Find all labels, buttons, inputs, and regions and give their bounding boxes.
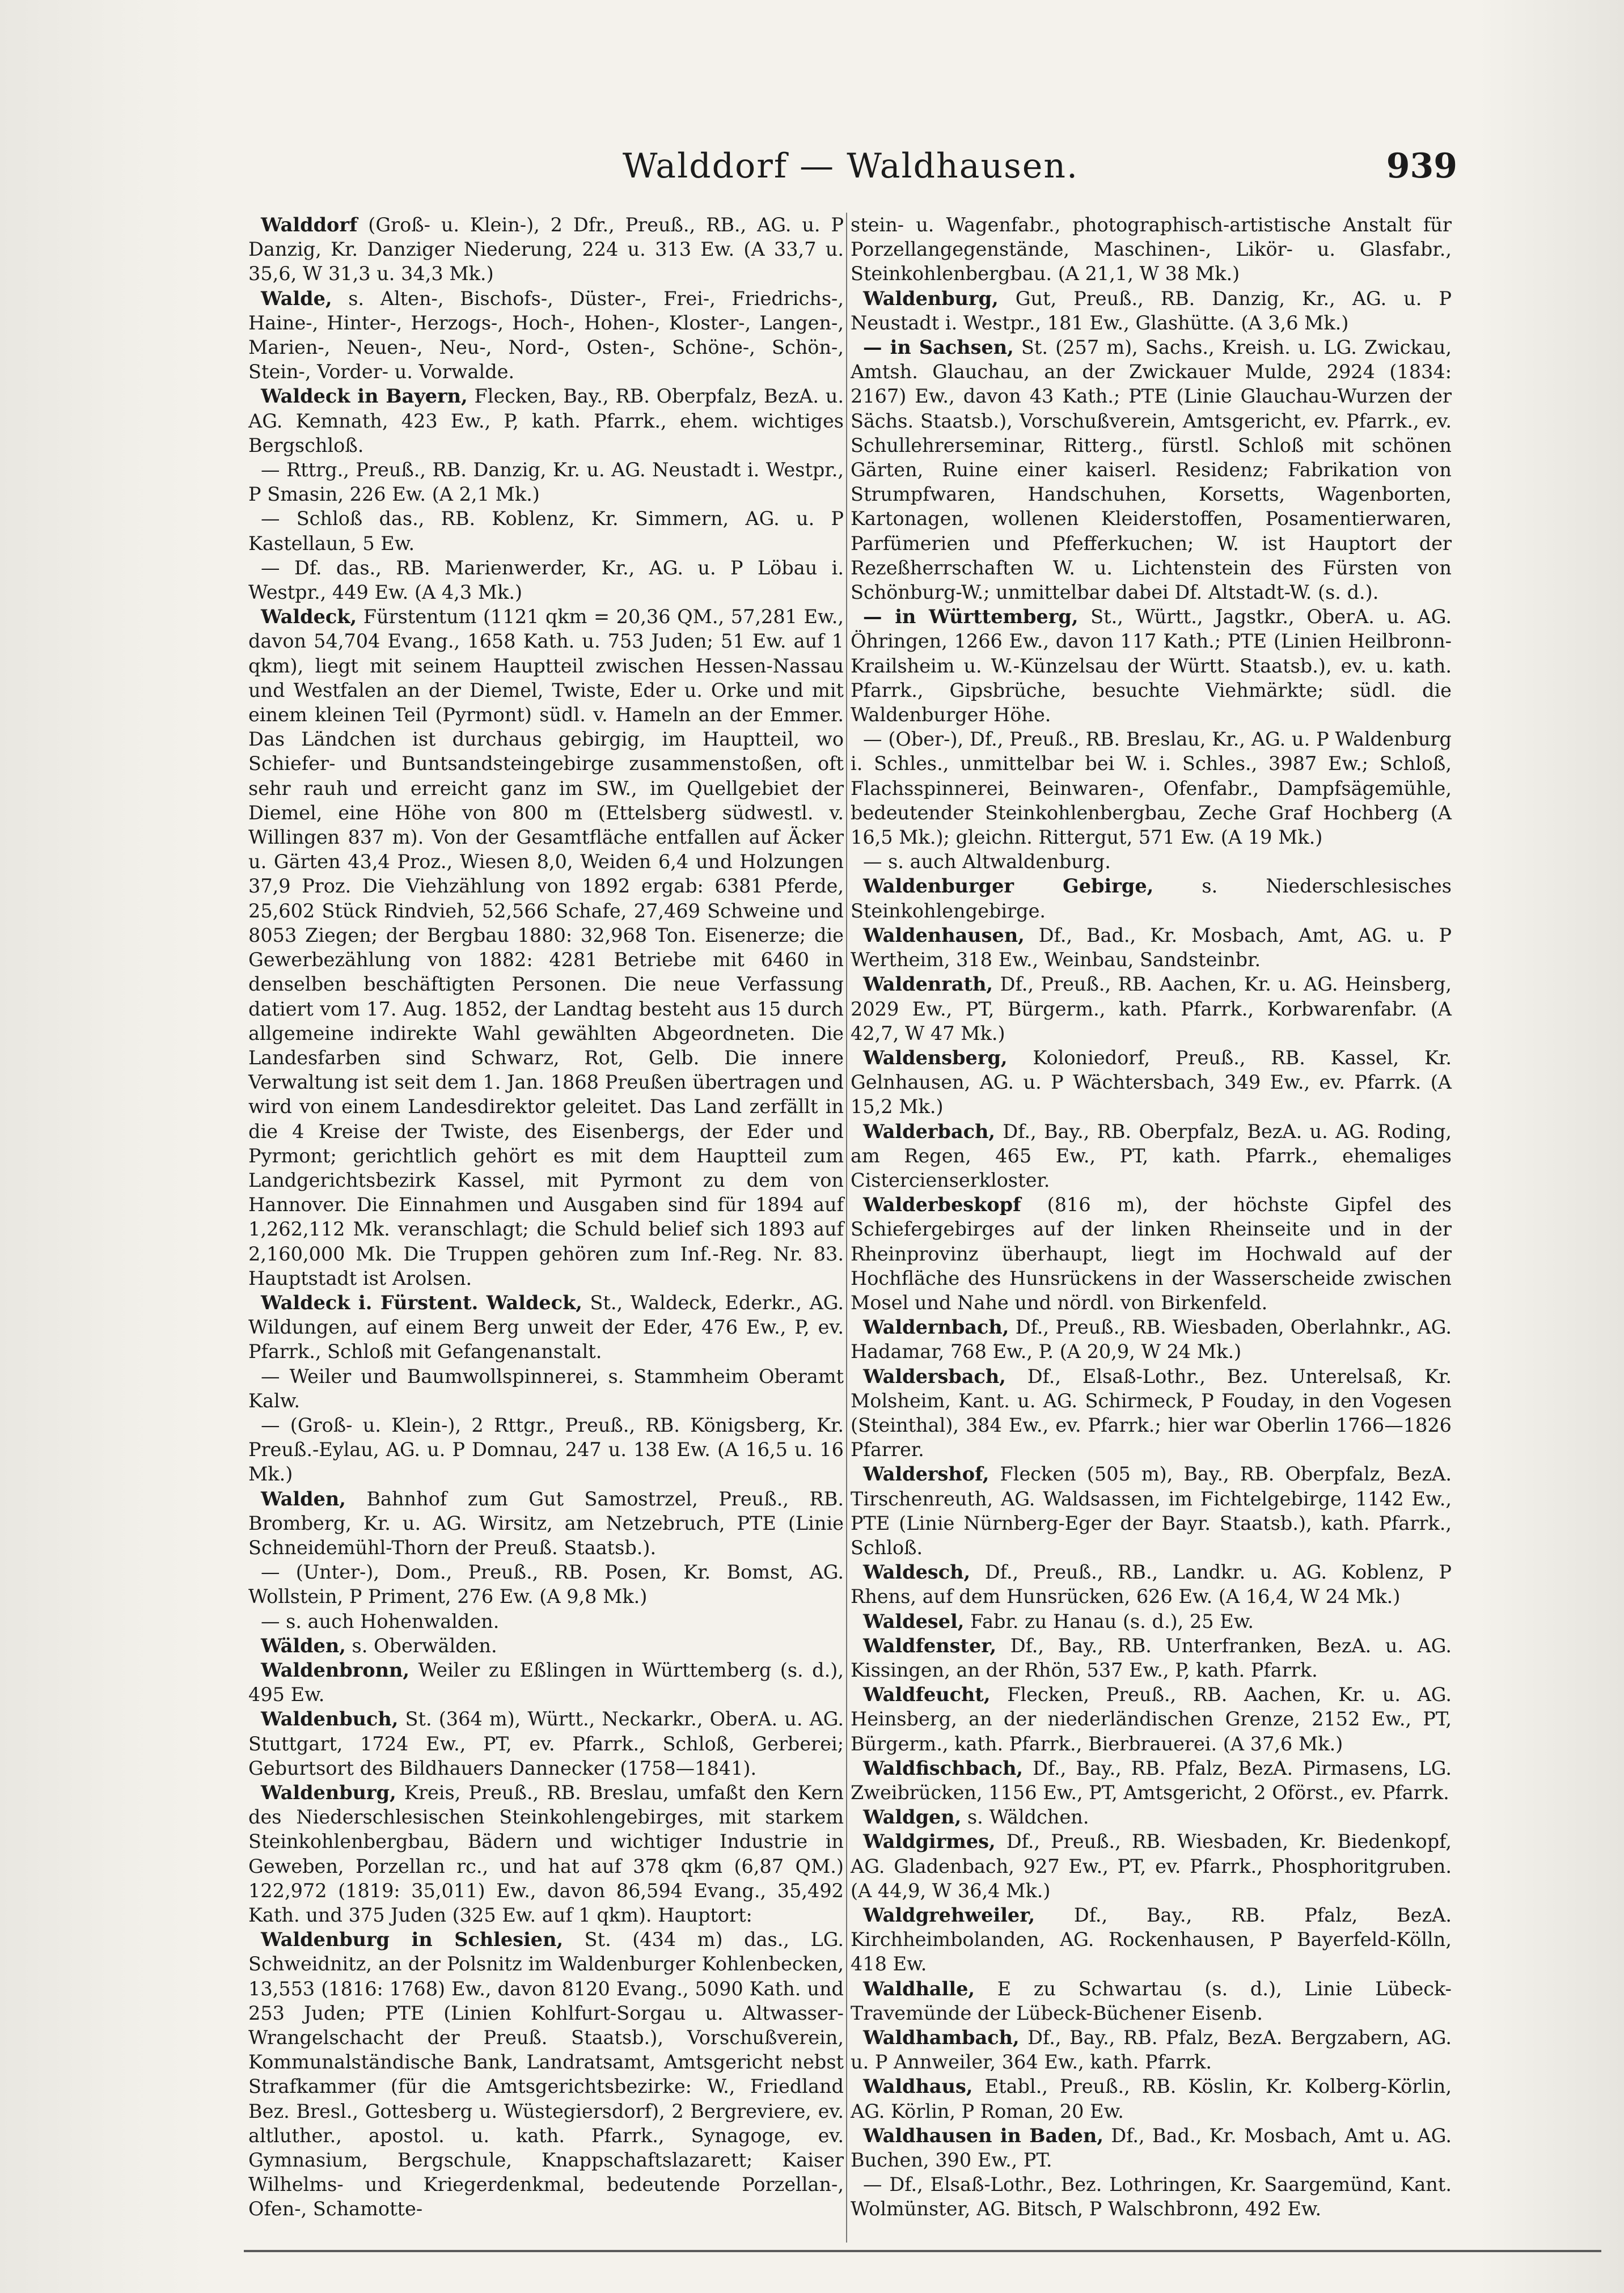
entry-text: Df., Elsaß-Lothr., Bez. Unterelsaß, Kr. Molsheim, Kant. u. AG. Schirmeck, P Fouday, in den Vogesen (Steinthal), 384 Ew., ev. Pfarrk.; hier war Oberlin 1766—1826 Pfarrer. <box>851 1365 1452 1461</box>
entry-text: Df., Preuß., RB. Wiesbaden, Kr. Biedenkopf, AG. Gladenbach, 927 Ew., PT, ev. Pfarrk., Phosphoritgruben. (A 44,9, W 36,4 Mk.) <box>851 1830 1452 1902</box>
dictionary-entry <box>851 1977 1452 2025</box>
entry-text: Flecken (505 m), Bay., RB. Oberpfalz, BezA. Tirschenreuth, AG. Waldsassen, im Fichtelgebirge, 1142 Ew., PTE (Linie Nürnberg-Eger der Bayr. Staatsb.), kath. Pfarrk., Schloß. <box>851 1463 1452 1559</box>
entry-text: Fabr. zu Hanau (s. d.), 25 Ew. <box>964 1610 1254 1632</box>
dictionary-entry <box>851 2172 1452 2221</box>
entry-text: — s. auch Altwaldenburg. <box>863 851 1111 873</box>
dictionary-entry <box>851 849 1452 874</box>
entry-headword: Waldhausen in Baden, <box>863 2124 1104 2147</box>
dictionary-entry <box>248 556 844 604</box>
entry-text: — Schloß das., RB. Koblenz, Kr. Simmern, AG. u. P Kastellaun, 5 Ew. <box>248 507 844 555</box>
dictionary-entry <box>851 1192 1452 1315</box>
entry-text: St. (434 m) das., LG. Schweidnitz, an der Polsnitz im Waldenburger Kohlenbecken, 13,553 (1816: 1768) Ew., davon 8120 Evang., 5090 Kath. und 253 Juden; PTE (Linien Kohlfurt-Sorgau u. Altwasser-Wrangelschacht der Preuß. Staatsb.), Vorschußverein, Kommunalständische Bank, Landratsamt, Amtsgericht nebst Strafkammer (für die Amtsgerichtsbezirke: W., Friedland Bez. Bresl., Gottesberg u. Wüstegiersdorf), 2 Bergreviere, ev. altluther., apostol. u. kath. Pfarrk., Synagoge, ev. Gymnasium, Bergschule, Knappschaftslazarett; Kaiser Wilhelms- und Kriegerdenkmal, bedeutende Porzellan-, Ofen-, Schamotte- <box>248 1928 844 2220</box>
dictionary-entry <box>851 1609 1452 1634</box>
dictionary-entry <box>851 1119 1452 1193</box>
entry-headword: Waldenburger Gebirge, <box>863 875 1154 898</box>
dictionary-entry <box>851 874 1452 923</box>
entry-headword: Waldenhausen, <box>863 924 1025 946</box>
entry-headword: Waldgen, <box>863 1806 962 1829</box>
entry-headword: Waldeck, <box>261 606 357 628</box>
entry-text: Df., Preuß., RB. Wiesbaden, Oberlahnkr., AG. Hadamar, 768 Ew., P. (A 20,9, W 24 Mk.) <box>851 1316 1452 1363</box>
entry-headword: Walddorf <box>261 214 358 236</box>
dictionary-entry <box>851 604 1452 727</box>
dictionary-entry <box>851 1634 1452 1682</box>
entry-text: St., Württ., Jagstkr., OberA. u. AG. Öhringen, 1266 Ew., davon 117 Kath.; PTE (Linien Heilbronn-Krailsheim u. W.-Künzelsau der Württ. Staatsb.), ev. u. kath. Pfarrk., Gipsbrüche, besuchte Viehmärkte; südl. die Waldenburger Höhe. <box>851 606 1452 726</box>
right-column <box>851 213 1452 2222</box>
scan-edge-right <box>1477 0 1624 2293</box>
entry-text: Kreis, Preuß., RB. Breslau, umfaßt den Kern des Niederschlesischen Steinkohlengebirges, mit starkem Steinkohlenbergbau, Bädern und wichtiger Industrie in Geweben, Porzellan rc., und hat auf 378 qkm (6,87 QM.) 122,972 (1819: 35,011) Ew., davon 86,594 Evang., 35,492 Kath. und 375 Juden (325 Ew. auf 1 qkm). Hauptort: <box>248 1782 844 1927</box>
entry-headword: Waldhaus, <box>863 2075 973 2098</box>
entry-text: Koloniedorf, Preuß., RB. Kassel, Kr. Gelnhausen, AG. u. P Wächtersbach, 349 Ew., ev. Pfarrk. (A 15,2 Mk.) <box>851 1046 1452 1118</box>
dictionary-entry <box>248 506 844 555</box>
dictionary-entry <box>851 1903 1452 1977</box>
entry-headword: Waldersbach, <box>863 1365 1006 1387</box>
entry-text: Fürstentum (1121 qkm = 20,36 QM., 57,281 Ew., davon 54,704 Evang., 1658 Kath. u. 753 Juden; 51 Ew. auf 1 qkm), liegt mit seinem Hauptteil zwischen Hessen-Nassau und Westfalen an der Diemel, Twiste, Eder u. Orke und mit einem kleinen Teil (Pyrmont) südl. v. Hameln an der Emmer. Das Ländchen ist durchaus gebirgig, im Hauptteil, wo Schiefer- und Buntsandsteingebirge zusammenstoßen, oft sehr rauh und erreicht ganz im SW., im Quellgebiet der Diemel, eine Höhe von 800 m (Ettelsberg südwestl. v. Willingen 837 m). Von der Gesamtfläche entfallen auf Äcker u. Gärten 43,4 Proz., Wiesen 8,0, Weiden 6,4 und Holzungen 37,9 Proz. Die Viehzählung von 1892 ergab: 6381 Pferde, 25,602 Stück Rindvieh, 52,566 Schafe, 27,469 Schweine und 8053 Ziegen; der Bergbau 1880: 32,968 Ton. Eisenerze; die Gewerbezählung von 1882: 4281 Betriebe mit 6460 in denselben beschäftigten Personen. Die neue Verfassung datiert vom 17. Aug. 1852, der Landtag besteht aus 15 durch allgemeine indirekte Wahl gewählten Abgeordneten. Die Landesfarben sind Schwarz, Rot, Gelb. Die innere Verwaltung ist seit dem 1. Jan. 1868 Preußen übertragen und wird von einem Landesdirektor geleitet. Das Land zerfällt in die 4 Kreise der Twiste, des Eisenbergs, der Eder und Pyrmont; gerichtlich gehört es mit dem Hauptteil zum Landgerichtsbezirk Kassel, mit Pyrmont zu dem von Hannover. Die Einnahmen und Ausgaben sind für 1894 auf 1,262,112 Mk. veranschlagt; die Schuld belief sich 1893 auf 2,160,000 Mk. Die Truppen gehören zum Inf.-Reg. Nr. 83. Hauptstadt ist Arolsen. <box>248 606 844 1289</box>
entry-text: s. Niederschlesisches Steinkohlengebirge. <box>851 875 1452 922</box>
entry-text: Df., Bad., Kr. Mosbach, Amt, AG. u. P Wertheim, 318 Ew., Weinbau, Sandsteinbr. <box>851 924 1452 971</box>
entry-headword: Waldenburg, <box>261 1782 396 1804</box>
dictionary-entry <box>851 1756 1452 1805</box>
entry-text: Weiler zu Eßlingen in Württemberg (s. d.), 495 Ew. <box>248 1659 844 1706</box>
entry-text: s. Oberwälden. <box>345 1634 497 1657</box>
dictionary-entry <box>851 1829 1452 1903</box>
entry-text: — (Unter-), Dom., Preuß., RB. Posen, Kr. Bomst, AG. Wollstein, P Priment, 276 Ew. (A 9,8 Mk.) <box>248 1561 844 1608</box>
entry-headword: Waldeck in Bayern, <box>261 385 468 408</box>
dictionary-entry <box>851 1364 1452 1462</box>
entry-text: — (Groß- u. Klein-), 2 Rttgr., Preuß., RB. Königsberg, Kr. Preuß.-Eylau, AG. u. P Domnau, 247 u. 138 Ew. (A 16,5 u. 16 Mk.) <box>248 1414 844 1486</box>
dictionary-entry <box>248 458 844 506</box>
entry-headword: Waldesch, <box>863 1561 971 1584</box>
entry-headword: Waldenrath, <box>863 973 993 996</box>
entry-headword: Waldhambach, <box>863 2027 1020 2049</box>
page-header <box>244 146 1457 197</box>
entry-headword: — in Württemberg, <box>863 606 1079 628</box>
left-column <box>248 213 844 2222</box>
entry-text: s. Alten-, Bischofs-, Düster-, Frei-, Friedrichs-, Haine-, Hinter-, Herzogs-, Hoch-, Hohen-, Kloster-, Langen-, Marien-, Neuen-, Neu-, Nord-, Osten-, Schöne-, Schön-, Stein-, Vorder- u. Vorwalde. <box>248 287 844 383</box>
entry-text: E zu Schwartau (s. d.), Linie Lübeck-Travemünde der Lübeck-Büchener Eisenb. <box>851 1977 1452 2024</box>
entry-text: Df., Bad., Kr. Mosbach, Amt u. AG. Buchen, 390 Ew., PT. <box>851 2124 1452 2172</box>
entry-headword: Wälden, <box>261 1634 346 1657</box>
entry-text: stein- u. Wagenfabr., photographisch-artistische Anstalt für Porzellangegenstände, Maschinen-, Likör- u. Glasfabr., Steinkohlenbergbau. (A 21,1, W 38 Mk.) <box>851 214 1452 285</box>
entry-headword: Waldgirmes, <box>863 1830 996 1853</box>
dictionary-entry <box>248 286 844 384</box>
entry-text: Flecken, Preuß., RB. Aachen, Kr. u. AG. Heinsberg, an der niederländischen Grenze, 2152 Ew., PT, Bürgerm., kath. Pfarrk., Bierbrauerei. (A 37,6 Mk.) <box>851 1683 1452 1755</box>
entry-text: Df., Preuß., RB. Aachen, Kr. u. AG. Heinsberg, 2029 Ew., PT, Bürgerm., kath. Pfarrk., Korbwarenfabr. (A 42,7, W 47 Mk.) <box>851 973 1452 1044</box>
entry-headword: Walderbeskopf <box>863 1194 1021 1216</box>
entry-headword: Waldenbuch, <box>261 1708 399 1731</box>
entry-text: (Groß- u. Klein-), 2 Dfr., Preuß., RB., AG. u. P Danzig, Kr. Danziger Niederung, 224 u. 313 Ew. (A 33,7 u. 35,6, W 31,3 u. 34,3 Mk.) <box>248 214 844 285</box>
dictionary-entry <box>851 2074 1452 2123</box>
dictionary-entry <box>851 1560 1452 1609</box>
entry-headword: Waldershof, <box>863 1463 989 1486</box>
entry-text: Gut, Preuß., RB. Danzig, Kr., AG. u. P Neustadt i. Westpr., 181 Ew., Glashütte. (A 3,6 Mk.) <box>851 287 1452 334</box>
entry-text: St. (364 m), Württ., Neckarkr., OberA. u. AG. Stuttgart, 1724 Ew., PT, ev. Pfarrk., Schloß, Gerberei; Geburtsort des Bildhauers Dannecker (1758—1841). <box>248 1708 844 1779</box>
entry-text: St., Waldeck, Ederkr., AG. Wildungen, auf einem Berg unweit der Eder, 476 Ew., P, ev. Pfarrk., Schloß mit Gefangenanstalt. <box>248 1291 844 1363</box>
entry-text: Df., Bay., RB. Pfalz, BezA. Bergzabern, AG. u. P Annweiler, 364 Ew., kath. Pfarrk. <box>851 2027 1452 2074</box>
entry-headword: Waldesel, <box>863 1610 965 1632</box>
dictionary-entry <box>851 1682 1452 1756</box>
entry-headword: Waldenbronn, <box>261 1659 410 1681</box>
entry-text: Df., Bay., RB. Unterfranken, BezA. u. AG. Kissingen, an der Rhön, 537 Ew., P, kath. Pfarrk. <box>851 1634 1452 1681</box>
entry-headword: Waldernbach, <box>863 1316 1009 1339</box>
entry-headword: Walden, <box>261 1487 346 1510</box>
dictionary-entry <box>851 213 1452 286</box>
entry-text: — Df. das., RB. Marienwerder, Kr., AG. u. P Löbau i. Westpr., 449 Ew. (A 4,3 Mk.) <box>248 556 844 604</box>
dictionary-entry <box>248 1364 844 1413</box>
entry-headword: Waldenburg, <box>863 287 999 310</box>
dictionary-entry <box>248 604 844 1291</box>
dictionary-entry <box>248 1927 844 2221</box>
dictionary-entry <box>851 335 1452 604</box>
entry-headword: Waldeck i. Fürstent. Waldeck, <box>261 1291 582 1314</box>
entry-headword: Walderbach, <box>863 1120 996 1143</box>
dictionary-entry <box>248 1413 844 1487</box>
dictionary-entry <box>248 1658 844 1707</box>
entry-text: Bahnhof zum Gut Samostrzel, Preuß., RB. Bromberg, Kr. u. AG. Wirsitz, am Netzebruch, PTE (Linie Schneidemühl-Thorn der Preuß. Staatsb.). <box>248 1487 844 1559</box>
dictionary-entry <box>248 1609 844 1634</box>
dictionary-entry <box>248 1780 844 1927</box>
entry-headword: Walde, <box>261 287 332 310</box>
dictionary-entry <box>248 1634 844 1658</box>
dictionary-entry <box>248 1560 844 1609</box>
entry-headword: Waldensberg, <box>863 1046 1008 1069</box>
dictionary-entry <box>851 286 1452 335</box>
entry-text: Df., Bay., RB. Pfalz, BezA. Kirchheimbolanden, AG. Rockenhausen, P Bayerfeld-Kölln, 418 Ew. <box>851 1904 1452 1975</box>
entry-headword: Waldfischbach, <box>863 1757 1024 1779</box>
entry-headword: Waldenburg in Schlesien, <box>261 1928 564 1951</box>
bottom-rule <box>244 2250 1601 2252</box>
entry-text: — Rttrg., Preuß., RB. Danzig, Kr. u. AG. Neustadt i. Westpr., P Smasin, 226 Ew. (A 2,1 Mk.) <box>248 459 844 506</box>
entry-headword: — in Sachsen, <box>863 336 1014 359</box>
entry-text: Flecken, Bay., RB. Oberpfalz, BezA. u. AG. Kemnath, 423 Ew., P, kath. Pfarrk., ehem. wichtiges Bergschloß. <box>248 385 844 456</box>
entry-headword: Waldhalle, <box>863 1977 975 2000</box>
entry-text: St. (257 m), Sachs., Kreish. u. LG. Zwickau, Amtsh. Glauchau, an der Zwickauer Mulde, 2924 (1834: 2167) Ew., davon 43 Kath.; PTE (Linie Glauchau-Wurzen der Sächs. Staatsb.), Vorschußverein, Amtsgericht, ev. Pfarrk., ev. Schullehrerseminar, Ritterg., fürstl. Schloß mit schönen Gärten, Ruine einer kaiserl. Residenz; Fabrikation von Strumpfwaren, Handschuhen, Korsetts, Wagenborten, Kartonagen, wollenen Kleiderstoffen, Posamentierwaren, Parfümerien und Pfefferkuchen; W. ist Hauptort der Rezeßherrschaften W. u. Lichtenstein des Fürsten von Schönburg-W.; unmittelbar dabei Df. Altstadt-W. (s. d.). <box>851 336 1452 604</box>
dictionary-entry <box>851 923 1452 972</box>
dictionary-entry <box>248 384 844 458</box>
dictionary-entry <box>248 1707 844 1780</box>
page-title: Walddorf — Waldhausen. <box>622 146 1079 186</box>
dictionary-entry <box>851 2123 1452 2172</box>
dictionary-entry <box>248 1487 844 1560</box>
entry-text: Etabl., Preuß., RB. Köslin, Kr. Kolberg-Körlin, AG. Körlin, P Roman, 20 Ew. <box>851 2075 1452 2122</box>
entry-text: — Df., Elsaß-Lothr., Bez. Lothringen, Kr. Saargemünd, Kant. Wolmünster, AG. Bitsch, P Walschbronn, 492 Ew. <box>851 2173 1452 2220</box>
entry-headword: Waldfeucht, <box>863 1683 991 1706</box>
dictionary-entry <box>851 727 1452 849</box>
dictionary-entry <box>851 1805 1452 1829</box>
entry-headword: Waldgrehweiler, <box>863 1904 1035 1927</box>
entry-text: Df., Bay., RB. Pfalz, BezA. Pirmasens, LG. Zweibrücken, 1156 Ew., PT, Amtsgericht, 2 Oförst., ev. Pfarrk. <box>851 1757 1452 1804</box>
dictionary-entry <box>248 213 844 286</box>
dictionary-entry <box>851 1462 1452 1560</box>
dictionary-entry <box>851 2025 1452 2074</box>
dictionary-entry <box>851 1315 1452 1364</box>
dictionary-entry <box>248 1291 844 1364</box>
column-divider <box>846 213 847 2243</box>
entry-text: — Weiler und Baumwollspinnerei, s. Stammheim Oberamt Kalw. <box>248 1365 844 1412</box>
entry-text: Df., Bay., RB. Oberpfalz, BezA. u. AG. Roding, am Regen, 465 Ew., PT, kath. Pfarrk., ehemaliges Cistercienserkloster. <box>851 1120 1452 1191</box>
page-number: 939 <box>1386 146 1457 186</box>
entry-headword: Waldfenster, <box>863 1634 997 1657</box>
entry-text: (816 m), der höchste Gipfel des Schiefergebirges auf der linken Rheinseite und in der Rheinprovinz überhaupt, liegt im Hochwald auf der Hochfläche des Hunsrückens in der Wasserscheide zwischen Mosel und Nahe und nördl. von Birkenfeld. <box>851 1194 1452 1314</box>
scan-edge-left <box>0 0 215 2293</box>
dictionary-entry <box>851 972 1452 1046</box>
dictionary-entry <box>851 1046 1452 1119</box>
entry-text: — (Ober-), Df., Preuß., RB. Breslau, Kr., AG. u. P Waldenburg i. Schles., unmittelbar bei W. i. Schles., 3987 Ew.; Schloß, Flachsspinnerei, Beinwaren-, Ofenfabr., Dampfsägemühle, bedeutender Steinkohlenbergbau, Zeche Graf Hochberg (A 16,5 Mk.); gleichn. Rittergut, 571 Ew. (A 19 Mk.) <box>851 728 1452 849</box>
entry-text: Df., Preuß., RB., Landkr. u. AG. Koblenz, P Rhens, auf dem Hunsrücken, 626 Ew. (A 16,4, W 24 Mk.) <box>851 1561 1452 1608</box>
entry-text: s. Wäldchen. <box>961 1806 1089 1829</box>
entry-text: — s. auch Hohenwalden. <box>261 1610 500 1632</box>
